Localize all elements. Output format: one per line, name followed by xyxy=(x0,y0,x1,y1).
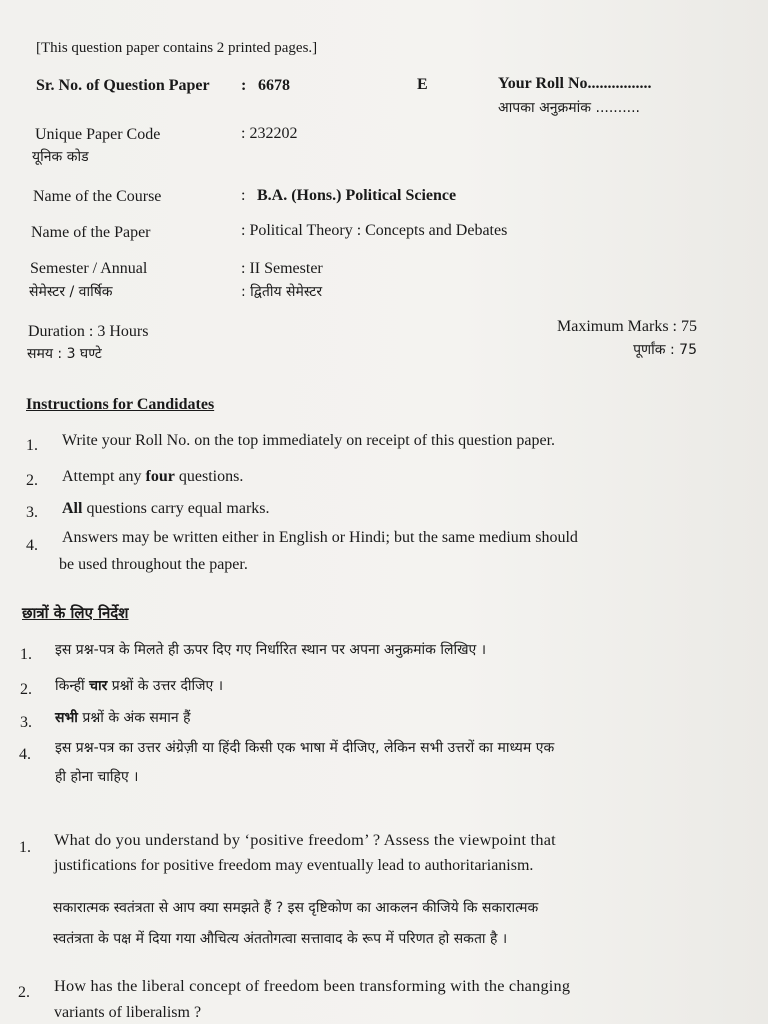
semester-label-hindi: सेमेस्टर / वार्षिक xyxy=(29,284,113,300)
duration-label-hindi: समय : 3 घण्टे xyxy=(27,346,102,362)
instruction-item: All questions carry equal marks. xyxy=(62,500,270,517)
hindi-instruction-item: किन्हीं चार प्रश्नों के उत्तर दीजिए । xyxy=(55,678,224,694)
question-number: 2. xyxy=(18,984,30,1001)
sr-no-label: Sr. No. of Question Paper xyxy=(36,77,210,94)
paper-name-label: Name of the Paper xyxy=(31,224,151,241)
question-text-hindi: सकारात्मक स्वतंत्रता से आप क्या समझते हैं ? इस दृष्टिकोण का आकलन कीजिये कि सकारात्मक xyxy=(53,900,539,916)
instruction-item-continued: be used throughout the paper. xyxy=(59,556,248,573)
paper-name-value: : Political Theory : Concepts and Debates xyxy=(241,222,508,239)
hindi-instruction-number: 3. xyxy=(20,714,32,731)
hindi-instruction-number: 2. xyxy=(20,681,32,698)
instruction-number: 2. xyxy=(26,472,38,489)
hindi-instructions-heading: छात्रों के लिए निर्देश xyxy=(22,604,129,622)
roll-no-label-hindi: आपका अनुक्रमांक .......... xyxy=(498,100,641,116)
question-text-continued: variants of liberalism ? xyxy=(54,1004,202,1021)
course-name-label: Name of the Course xyxy=(33,188,162,205)
instruction-number: 1. xyxy=(26,437,38,454)
question-text-continued: justifications for positive freedom may eventually lead to authoritarianism. xyxy=(54,857,534,874)
hindi-instruction-item: इस प्रश्न-पत्र के मिलते ही ऊपर दिए गए निर्धारित स्थान पर अपना अनुक्रमांक लिखिए । xyxy=(55,642,487,658)
unique-paper-code-label-hindi: यूनिक कोड xyxy=(32,149,89,165)
instruction-item: Answers may be written either in English or Hindi; but the same medium should xyxy=(62,529,578,546)
unique-paper-code-label: Unique Paper Code xyxy=(35,126,161,143)
semester-label: Semester / Annual xyxy=(30,260,148,277)
instruction-item: Write your Roll No. on the top immediately on receipt of this question paper. xyxy=(62,432,556,449)
question-number: 1. xyxy=(19,839,31,856)
duration-label: Duration : 3 Hours xyxy=(28,323,149,340)
printed-pages-note: [This question paper contains 2 printed pages.] xyxy=(36,40,318,56)
question-text: How has the liberal concept of freedom been transforming with the changing xyxy=(54,976,571,995)
hindi-instruction-item: इस प्रश्न-पत्र का उत्तर अंग्रेज़ी या हिंदी किसी एक भाषा में दीजिए, लेकिन सभी उत्तरों का माध्यम एक xyxy=(55,740,555,756)
hindi-instruction-number: 1. xyxy=(20,646,32,663)
question-text-hindi-continued: स्वतंत्रता के पक्ष में दिया गया औचित्य अंततोगत्वा सत्तावाद के रूप में परिणत हो सकता है । xyxy=(53,931,508,947)
sr-no-separator: : xyxy=(241,77,247,94)
hindi-instruction-number: 4. xyxy=(19,746,31,763)
course-name-value: B.A. (Hons.) Political Science xyxy=(257,187,457,204)
question-text: What do you understand by ‘positive freedom’ ? Assess the viewpoint that xyxy=(54,830,556,849)
maximum-marks-hindi: पूर्णांक : 75 xyxy=(633,342,697,358)
set-code: E xyxy=(417,76,428,93)
semester-value-hindi: : द्वितीय सेमेस्टर xyxy=(241,284,323,300)
semester-value: : II Semester xyxy=(241,260,323,277)
instruction-item: Attempt any four questions. xyxy=(62,468,244,485)
hindi-instruction-item: सभी प्रश्नों के अंक समान हैं xyxy=(55,710,191,726)
course-name-separator: : xyxy=(241,187,246,204)
roll-no-label: Your Roll No................ xyxy=(498,75,652,92)
sr-no-value: 6678 xyxy=(258,77,290,94)
instruction-number: 4. xyxy=(26,537,38,554)
instruction-number: 3. xyxy=(26,504,38,521)
maximum-marks: Maximum Marks : 75 xyxy=(557,318,697,335)
unique-paper-code-value: : 232202 xyxy=(241,125,298,142)
hindi-instruction-item-continued: ही होना चाहिए । xyxy=(55,769,139,785)
instructions-heading: Instructions for Candidates xyxy=(26,396,215,413)
